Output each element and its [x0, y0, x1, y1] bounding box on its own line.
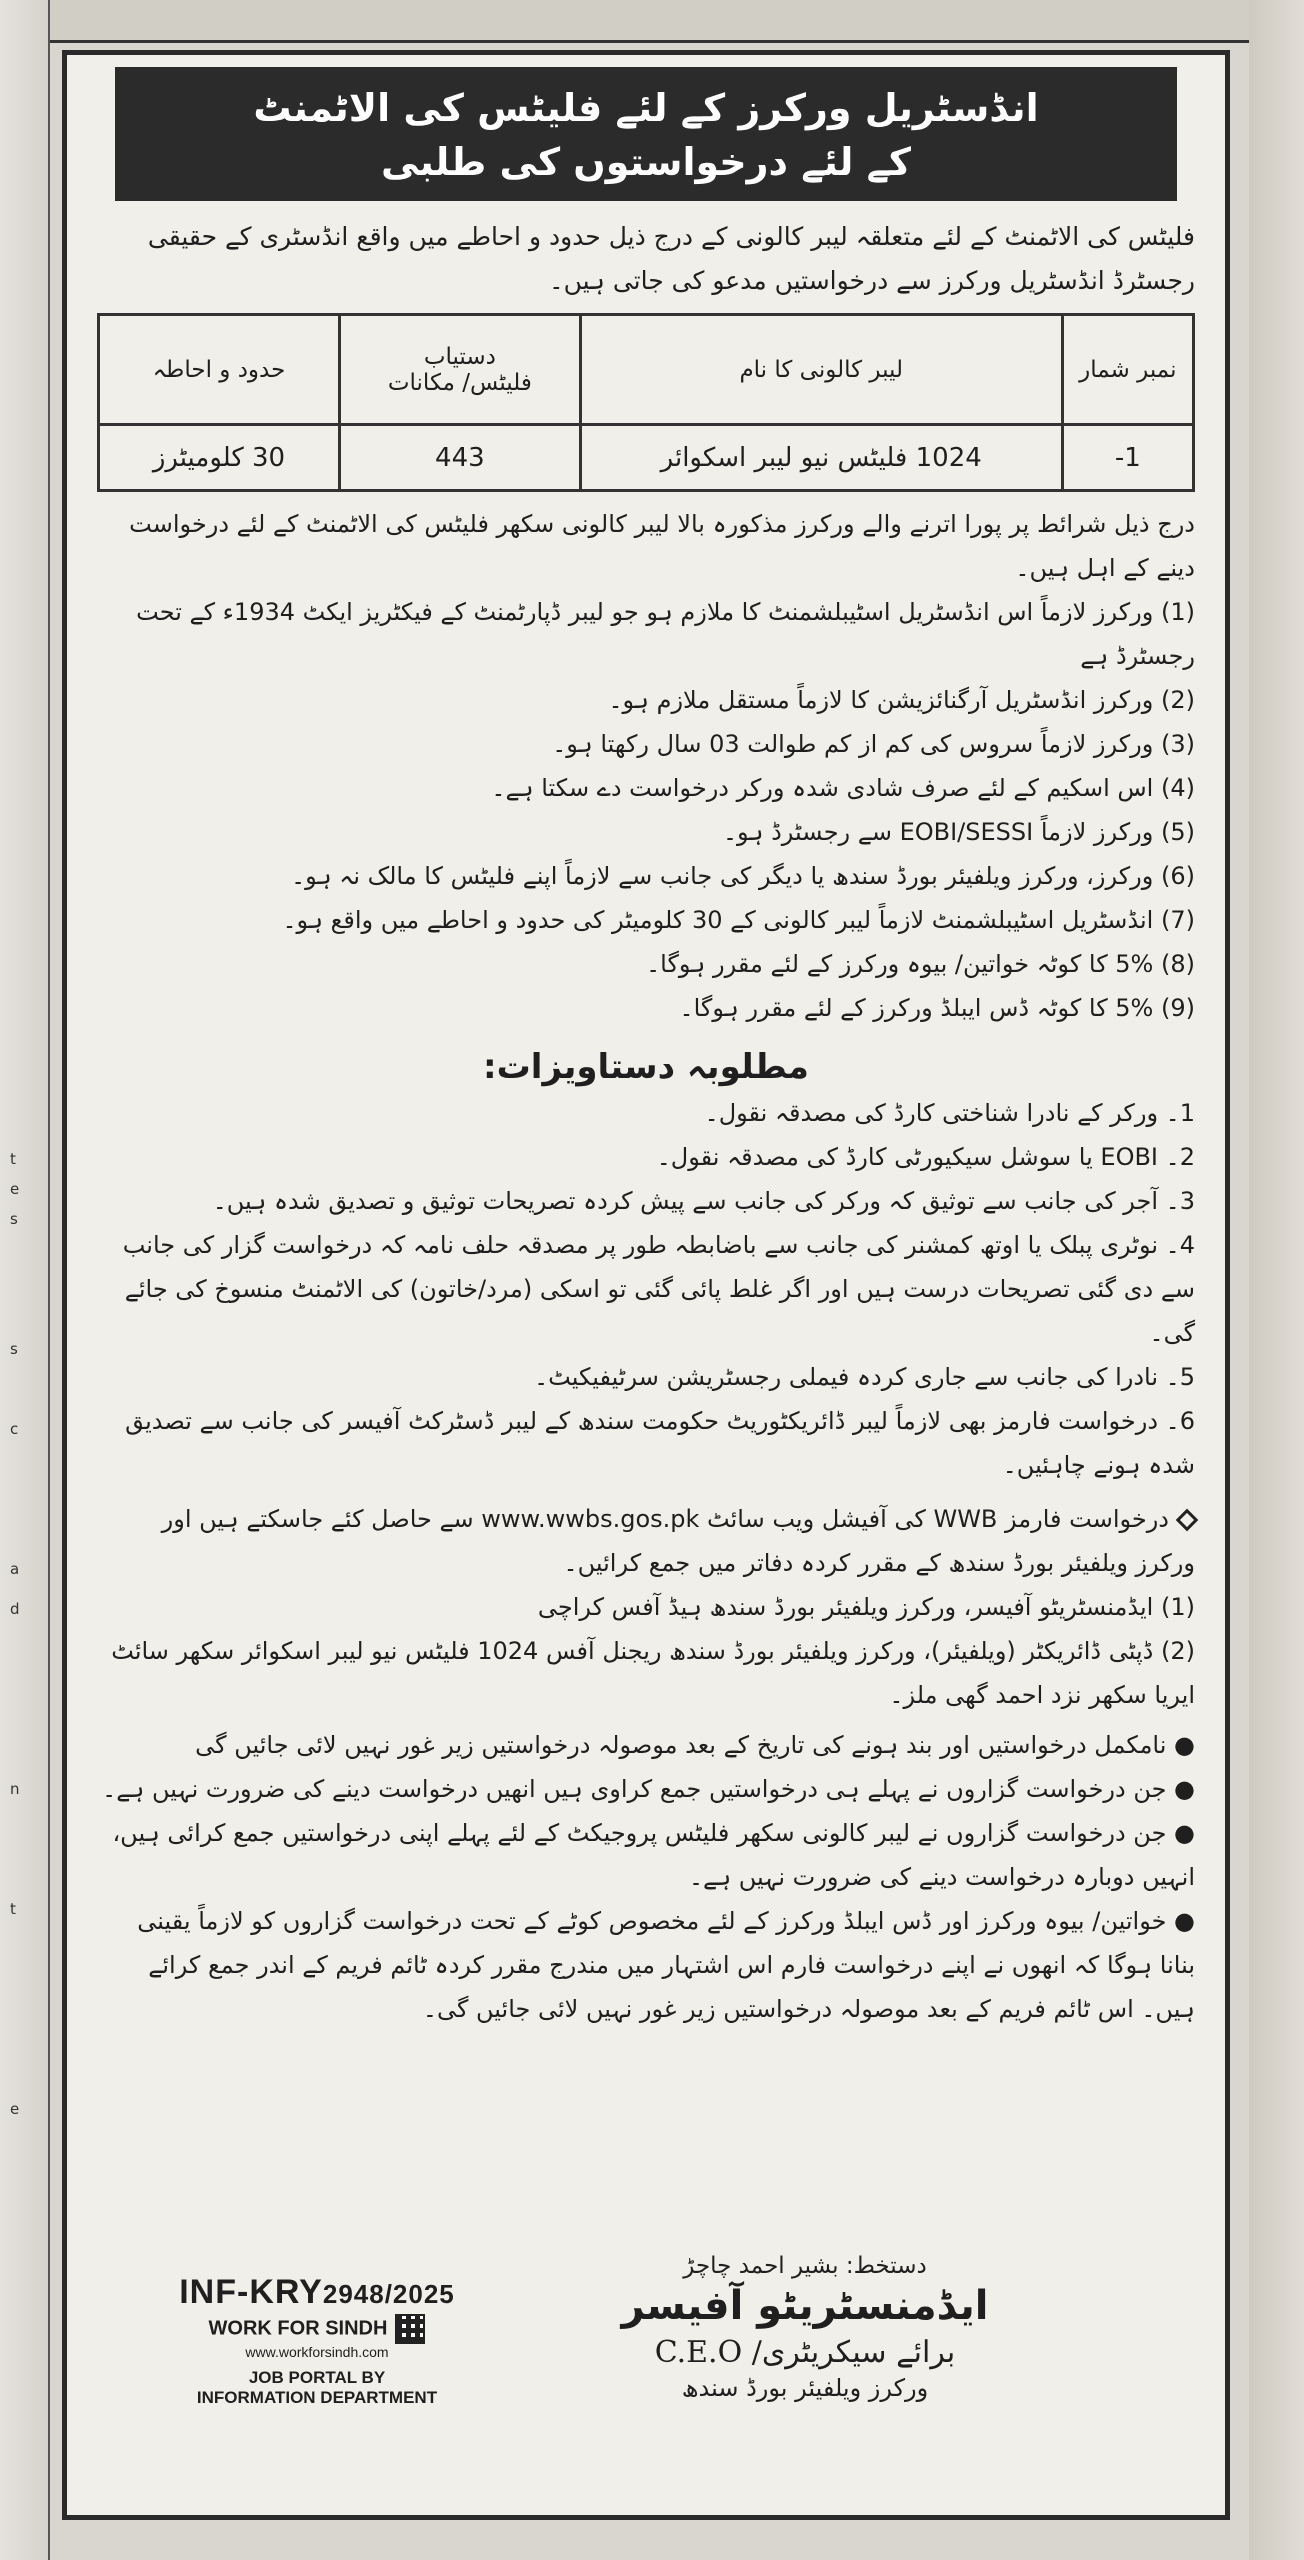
conditions-list [97, 590, 1195, 1030]
note-item: ● نامکمل درخواستیں اور بند ہونے کی تاریخ کے بعد موصولہ درخواستیں زیر غور نہیں لائی جائیں گی [97, 1723, 1195, 1767]
office-item: (2) ڈپٹی ڈائریکٹر (ویلفیئر)، ورکرز ویلفیئر بورڈ سندھ ریجنل آفس 1024 فلیٹس نیو لیبر اسکوائر سکھر سائٹ ایریا سکھر نزد احمد گھی ملز۔ [111, 1637, 1195, 1709]
work-for-sindh-text: WORK FOR SINDH [208, 2317, 388, 2340]
forms-note [97, 1497, 1195, 1585]
intro-text: فلیٹس کی الاٹمنٹ کے لئے متعلقہ لیبر کالونی کے درج ذیل حدود و احاطے میں واقع انڈسٹری کے حقیقی رجسٹرڈ انڈسٹریل ورکرز سے درخواستیں مدعو کی جاتی ہیں۔ [147, 222, 1195, 295]
document-item: 5۔ نادرا کی جانب سے جاری کردہ فیملی رجسٹریشن سرٹیفیکیٹ۔ [534, 1363, 1195, 1391]
work-for-sindh [127, 2314, 507, 2344]
qr-code-icon [395, 2314, 425, 2344]
documents-title: مطلوبہ دستاویزات: [483, 1047, 809, 1087]
header-available-line-2: فلیٹس/ مکانات [387, 369, 532, 396]
portal-site: www.workforsindh.com [245, 2344, 389, 2360]
right-neighbour-column [1249, 0, 1304, 2560]
cell-serial: 1- [1062, 425, 1193, 491]
inf-code [127, 2273, 507, 2312]
advertisement [62, 50, 1230, 2520]
header-line-1: انڈسٹریل ورکرز کے لئے فلیٹس کی الاٹمنٹ [253, 86, 1039, 130]
signature-block [565, 2253, 1045, 2402]
condition-item: (7) انڈسٹریل اسٹیبلشمنٹ لازماً لیبر کالونی کے 30 کلومیٹر کی حدود و احاطے میں واقع ہو۔ [282, 906, 1195, 934]
signatory-board: ورکرز ویلفیئر بورڈ سندھ [681, 2374, 929, 2402]
diamond-bullet-icon [1176, 1509, 1199, 1532]
inf-number: 2948/2025 [322, 2279, 455, 2309]
condition-item: (5) ورکرز لازماً EOBI/SESSI سے رجسٹرڈ ہو۔ [722, 818, 1195, 846]
left-neighbour-column: t e s s c a d n t e [0, 0, 50, 2560]
note-item: ● جن درخواست گزاروں نے پہلے ہی درخواستیں جمع کراوی ہیں انھیں درخواست دینے کی ضرورت نہیں ہے۔ [97, 1767, 1195, 1811]
inf-prefix: INF-KRY [179, 2273, 323, 2311]
document-item: 1۔ ورکر کے نادرا شناختی کارڈ کی مصدقہ نقول۔ [704, 1099, 1195, 1127]
notes-list [97, 1723, 1195, 2031]
header-line-2: کے لئے درخواستوں کی طلبی [381, 140, 911, 184]
table-header-row [99, 315, 1194, 425]
note-item: ● خواتین/ بیوہ ورکرز اور ڈس ایبلڈ ورکرز کے لئے مخصوص کوٹے کے تحت درخواست گزاروں کو لازماً یقینی بنانا ہوگا کہ انھوں نے اپنے درخواست فارم اس اشتہار میں مندرج مقرر کردہ ٹائم فریم کے اندر جمع کرائے ہیں۔ اس ٹائم فریم کے بعد موصولہ درخواستیں زیر غور نہیں لائی جائیں گی۔ [97, 1899, 1195, 2031]
condition-item: (6) ورکرز، ورکرز ویلفیئر بورڈ سندھ یا دیگر کی جانب سے لازماً اپنے فلیٹس کا مالک نہ ہو۔ [291, 862, 1195, 890]
cell-range: 30 کلومیٹرز [99, 425, 340, 491]
header-available [339, 315, 580, 425]
condition-item: (8) 5% کا کوٹہ خواتین/ بیوہ ورکرز کے لئے مقرر ہوگا۔ [646, 950, 1195, 978]
signed-by: دستخط: بشیر احمد چاچڑ [683, 2253, 927, 2279]
header-serial: نمبر شمار [1062, 315, 1193, 425]
signatory-title: ایڈمنسٹریٹو آفیسر [621, 2283, 989, 2329]
condition-item: (2) ورکرز انڈسٹریل آرگنائزیشن کا لازماً مستقل ملازم ہو۔ [608, 686, 1195, 714]
forms-note-text: درخواست فارمز WWB کی آفیشل ویب سائٹ www.wwbs.gos.pk سے حاصل کئے جاسکتے ہیں اور ورکرز ویلفیئر بورڈ سندھ کے مقرر کردہ دفاتر میں جمع کرائیں۔ [161, 1505, 1195, 1577]
document-item: 3۔ آجر کی جانب سے توثیق کہ ورکر کی جانب سے پیش کردہ تصریحات توثیق و تصدیق شدہ ہیں۔ [212, 1187, 1195, 1215]
office-item: (1) ایڈمنسٹریٹو آفیسر، ورکرز ویلفیئر بورڈ سندھ ہیڈ آفس کراچی [537, 1593, 1195, 1621]
ad-footer [97, 2243, 1195, 2493]
header-colony: لیبر کالونی کا نام [580, 315, 1062, 425]
header-available-line-1: دستیاب [423, 343, 496, 370]
condition-item: (1) ورکرز لازماً اس انڈسٹریل اسٹیبلشمنٹ کا ملازم ہو جو لیبر ڈپارٹمنٹ کے فیکٹریز ایکٹ 1934ء کے تحت رجسٹرڈ ہے [136, 598, 1195, 670]
inf-block [127, 2273, 507, 2408]
header-range: حدود و احاطہ [99, 315, 340, 425]
cell-available: 443 [339, 425, 580, 491]
table-row [99, 425, 1194, 491]
documents-list [97, 1091, 1195, 1487]
offices-list [97, 1585, 1195, 1717]
document-item: 6۔ درخواست فارمز بھی لازماً لیبر ڈائریکٹوریٹ حکومت سندھ کے لیبر ڈسٹرکٹ آفیسر کی جانب سے تصدیق شدہ ہونے چاہئیں۔ [125, 1407, 1195, 1479]
info-dept-line: INFORMATION DEPARTMENT [196, 2388, 438, 2407]
note-item: ● جن درخواست گزاروں نے لیبر کالونی سکھر فلیٹس پروجیکٹ کے لئے پہلے اپنی درخواستیں جمع کرائی ہیں، انہیں دوبارہ درخواست دینے کی ضرورت نہیں ہے۔ [97, 1811, 1195, 1899]
eligibility-intro: درج ذیل شرائط پر پورا اترنے والے ورکرز مذکورہ بالا لیبر کالونی سکھر فلیٹس کی الاٹمنٹ کے لئے درخواست دینے کے اہل ہیں۔ [129, 510, 1195, 582]
adjacent-ad-edge [48, 0, 1249, 43]
condition-item: (4) اس اسکیم کے لئے صرف شادی شدہ ورکر درخواست دے سکتا ہے۔ [491, 774, 1195, 802]
ad-header [115, 67, 1177, 201]
document-item: 2۔ EOBI یا سوشل سیکیورٹی کارڈ کی مصدقہ نقول۔ [656, 1143, 1195, 1171]
condition-item: (9) 5% کا کوٹہ ڈس ایبلڈ ورکرز کے لئے مقرر ہوگا۔ [679, 994, 1195, 1022]
signatory-ceo: برائے سیکریٹری/ C.E.O [654, 2335, 956, 2370]
job-portal-line: JOB PORTAL BY [248, 2368, 386, 2387]
document-item: 4۔ نوٹری پبلک یا اوتھ کمشنر کی جانب سے باضابطہ طور پر مصدقہ حلف نامہ کہ درخواست گزار کی جانب سے دی گئی تصریحات درست ہیں اور اگر غلط پائی گئی تو اسکی (مرد/خاتون) کی الاٹمنٹ منسوخ کی جائے گی۔ [122, 1231, 1195, 1347]
cell-colony: 1024 فلیٹس نیو لیبر اسکوائر [580, 425, 1062, 491]
colony-table [97, 313, 1195, 492]
condition-item: (3) ورکرز لازماً سروس کی کم از کم طوالت 03 سال رکھتا ہو۔ [552, 730, 1195, 758]
